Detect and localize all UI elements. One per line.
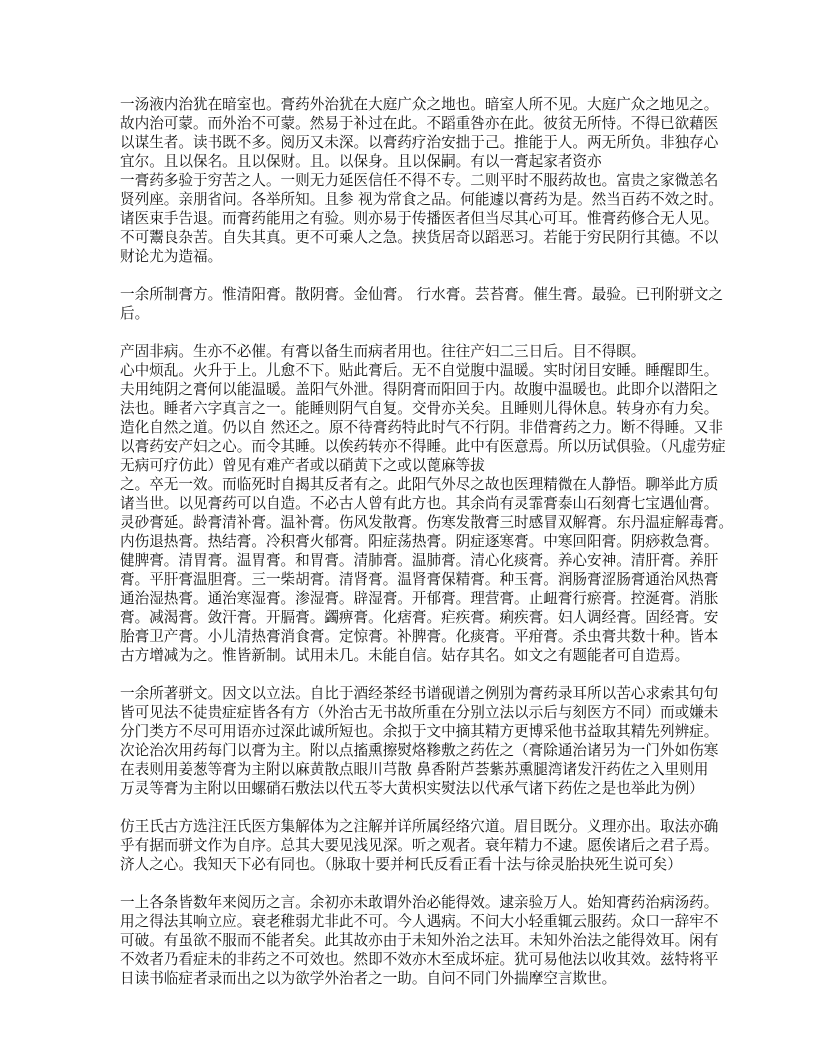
text-line: 之。卒无一效。而临死时自揭其反者有之。此阳气外尽之故也医理精微在人静悟。聊举此方质	[120, 476, 719, 493]
text-line: 万灵等膏为主附以田螺硝石敷法以代五苓大黄枳实熨法以代承气诸下药佐之是也举此为例）	[120, 780, 704, 797]
text-line: 济人之心。我知天下必有同也。（脉取十要并柯氏反看正看十法与徐灵胎抉死生说可矣）	[120, 856, 682, 873]
text-line: 心中烦乱。火升于上。儿愈不下。贴此膏后。无不自觉腹中温暖。实时闭目安睡。睡醒即生。	[120, 362, 719, 379]
text-line: 一上各条皆数年来阅历之言。余初亦未敢谓外治必能得效。逮亲验万人。始知膏药治病汤药。	[120, 894, 719, 911]
paragraph	[120, 817, 719, 874]
text-line: 一余所著骈文。因文以立法。自比于酒经茶经书谱砚谱之例别为膏药录耳所以苦心求索其句句	[120, 685, 719, 702]
text-line: 故内治可蒙。而外治不可蒙。然易于补过在此。不蹈重咎亦在此。彼贫无所恃。不得已欲藉医	[120, 115, 719, 132]
text-line: 古方增减为之。惟皆新制。试用未几。未能自信。姑存其名。如文之有题能者可自造焉。	[120, 647, 690, 664]
text-line: 法也。睡者六字真言之一。能睡则阴气自复。交骨亦关矣。且睡则儿得休息。转身亦有力矣。	[120, 400, 719, 417]
text-line: 夫用纯阴之膏何以能温暖。盖阳气外泄。得阴膏而阳回于内。故腹中温暖也。此即介以潜阳之	[120, 381, 719, 398]
text-line: 以膏药安产妇之心。而令其睡。以俟药转亦不得睡。此中有医意焉。所以历试俱验。（凡虚劳症	[120, 438, 726, 455]
text-line: 以谋生者。读书既不多。阅历又未深。以膏药疗治安拙于己。推能于人。两无所负。非独存心	[120, 134, 719, 151]
text-line: 造化自然之道。仍以自 然还之。原不待膏药特此时气不行阴。非借膏药之力。断不得睡。又非	[120, 419, 723, 436]
text-line: 分门类方不尽可用语亦过深此诚所短也。余拟于文中摘其精方更博采他书益取其精先列辨症。	[120, 723, 719, 740]
paragraph	[120, 285, 723, 323]
text-line: 乎有据而骈文作为自序。总其大要见浅见深。听之观者。衰年精力不逮。愿俟诸后之君子焉。	[120, 837, 719, 854]
paragraph	[120, 893, 719, 988]
text-line: 健脾膏。清胃膏。温胃膏。和胃膏。清肺膏。温肺膏。清心化痰膏。养心安神。清肝膏。养肝	[120, 552, 719, 569]
text-line: 在表则用姜葱等膏为主附以麻黄散点眼川芎散 鼻香附芦荟紫苏熏腿湾诸发汗药佐之入里则用	[120, 761, 709, 778]
paragraph	[120, 95, 723, 266]
text-line: 后。	[120, 305, 150, 322]
text-line: 诸当世。以见膏药可以自造。不必古人曾有此方也。其余尚有灵霏膏泰山石刻膏七宝遇仙膏。	[120, 495, 719, 512]
text-line: 一膏药多验于穷苦之人。一则无力延医信任不得不专。二则平时不服药故也。富贵之家微恙名	[120, 172, 719, 189]
text-line: 膏。减渴膏。敛汗膏。开膈膏。蠲痹膏。化痞膏。疟疾膏。痢疾膏。妇人调经膏。固经膏。安	[120, 609, 719, 626]
text-line: 膏。平肝膏温胆膏。三一柴胡膏。清肾膏。温肾膏保精膏。种玉膏。润肠膏涩肠膏通治风热膏	[120, 571, 719, 588]
text-line: 不可鬻良杂苦。自失其真。更不可乘人之急。挟货居奇以蹈恶习。若能于穷民阴行其德。不以	[120, 229, 719, 246]
text-line: 日读书临症者录而出之以为欲学外治者之一助。自问不同门外揣摩空言欺世。	[120, 970, 617, 987]
text-line: 仿王氏古方选注汪氏医方集解体为之注解并详所属经络穴道。眉目既分。义理亦出。取法亦确	[120, 818, 719, 835]
document-page	[120, 95, 733, 1007]
text-line: 胎膏卫产膏。小儿清热膏消食膏。定惊膏。补脾膏。化痰膏。平疳膏。杀虫膏共数十种。皆本	[120, 628, 719, 645]
text-line: 宜尔。且以保名。且以保财。且。以保身。且以保嗣。有以一膏起家者资亦	[120, 153, 602, 170]
text-line: 一汤液内治犹在暗室也。膏药外治犹在大庭广众之地也。暗室人所不见。大庭广众之地见之。	[120, 96, 719, 113]
text-line: 次论治次用药每门以膏为主。附以点搐熏擦熨烙糁敷之药佐之（膏除通治诸另为一门外如伤寒	[120, 742, 719, 759]
text-line: 不效者乃看症未的非药之不可效也。然即不效亦木至成坏症。犹可易他法以收其效。兹特将平	[120, 951, 719, 968]
text-line: 内伤退热膏。热结膏。冷积膏火郁膏。阳症荡热膏。阴症逐寒膏。中寒回阳膏。阴痧救急膏。	[120, 533, 719, 550]
text-line: 灵砂膏延。龄膏清补膏。温补膏。伤风发散膏。伤寒发散膏三时感冒双解膏。东丹温症解毒膏。	[120, 514, 733, 531]
text-line: 可破。有虽欲不服而不能者矣。此其故亦由于未知外治之法耳。未知外治法之能得效耳。闲有	[120, 932, 719, 949]
text-line: 无病可疗仿此）曾见有难产者或以硝黄下之或以蓖麻等拔	[120, 457, 485, 474]
text-line: 一余所制膏方。惟清阳膏。散阴膏。金仙膏。 行水膏。芸苔膏。催生膏。最验。已刊附骈文之	[120, 286, 723, 303]
text-line: 诸医束手告退。而膏药能用之有验。则亦易于传播医者但当尽其心可耳。惟膏药修合无人见。	[120, 210, 719, 227]
text-line: 皆可见法不徒贵症症皆各有方（外治古无书故所重在分别立法以示后与刻医方不同）而或嫌未	[120, 704, 719, 721]
text-line: 产固非病。生亦不必催。有膏以备生而病者用也。往往产妇二三日后。目不得瞑。	[120, 343, 646, 360]
text-line: 贤列座。亲朋省问。各举所知。且参 视为常食之品。何能遽以膏药为是。然当百药不效之时。	[120, 191, 723, 208]
paragraph	[120, 684, 719, 798]
text-line: 用之得法其响立应。衰老稚弱尤非此不可。今人遇病。不问大小轻重辄云服药。众口一辞牢不	[120, 913, 719, 930]
paragraph	[120, 342, 733, 665]
text-line: 通治湿热膏。通治寒湿膏。渗湿膏。辟湿膏。开郁膏。理营膏。止衄膏行瘀膏。控涎膏。消胀	[120, 590, 719, 607]
text-line: 财论尤为造福。	[120, 248, 223, 265]
